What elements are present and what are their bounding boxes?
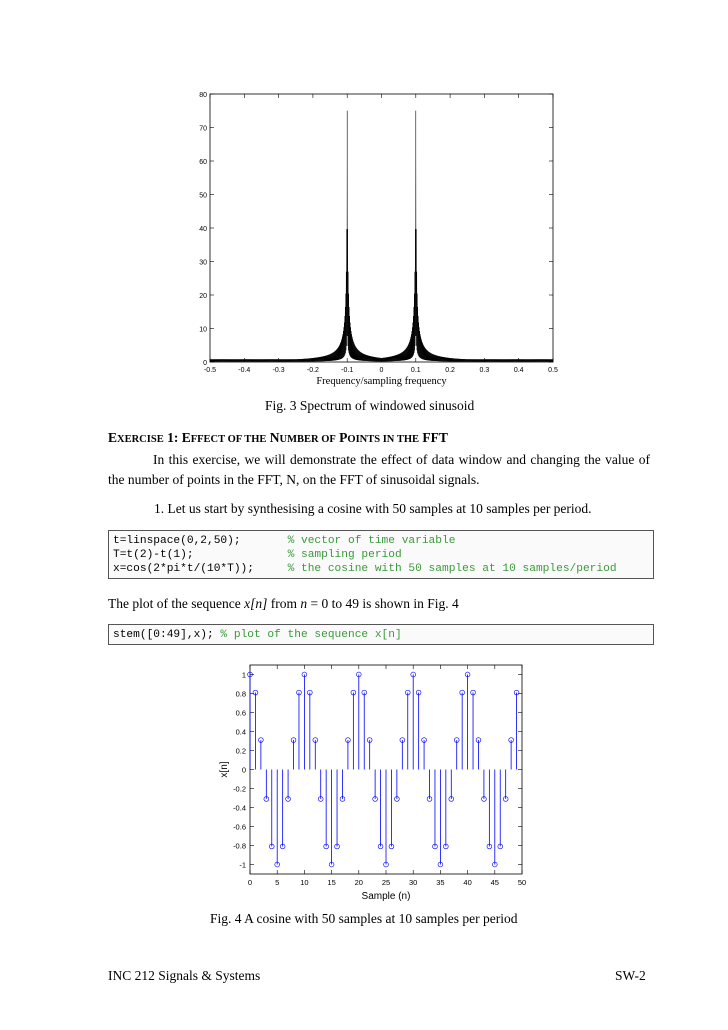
code-line <box>113 562 649 576</box>
plot-sentence-n: n <box>300 596 308 611</box>
y-tick-label: 60 <box>199 159 207 166</box>
x-axis-label: Sample (n) <box>361 891 411 902</box>
x-tick-label: 35 <box>436 878 445 887</box>
code-text: T=t(2)-t(1); <box>113 549 288 561</box>
y-axis-label: x[n] <box>219 761 230 778</box>
stem-chart <box>205 658 545 908</box>
x-tick-label: -0.1 <box>341 367 354 374</box>
footer-right: SW-2 <box>615 968 646 983</box>
x-tick-label: 0 <box>247 878 253 887</box>
y-tick-label: 50 <box>199 192 207 200</box>
plot-sentence-mid: from <box>267 596 301 611</box>
x-tick-label: -0.4 <box>238 367 251 374</box>
y-tick-label: 70 <box>199 125 207 133</box>
plot-sentence-var: x[n] <box>244 596 268 611</box>
heading-smallcaps: OINTS IN THE <box>347 434 420 445</box>
x-tick-label: 0 <box>379 367 384 374</box>
y-tick-label: -1 <box>239 860 246 870</box>
y-tick-label: 10 <box>199 326 207 334</box>
heading-cap: P <box>339 430 348 445</box>
x-tick-label: 0.3 <box>479 367 490 374</box>
code-comment: % plot of the sequence x[n] <box>220 629 402 641</box>
code-comment: % the cosine with 50 samples at 10 samples/period <box>287 563 617 575</box>
x-tick-label: 15 <box>327 878 336 887</box>
code-block-synthesis <box>108 530 654 579</box>
x-axis-label: Frequency/sampling frequency <box>316 376 447 387</box>
heading-smallcaps: XERCISE <box>117 434 164 445</box>
x-tick-label: 20 <box>354 878 363 887</box>
x-tick-label: 0.5 <box>548 367 558 374</box>
code-text: stem([0:49],x); <box>113 629 221 641</box>
y-tick-label: 0.4 <box>235 727 246 737</box>
x-tick-label: 10 <box>300 878 309 887</box>
x-tick-label: 50 <box>517 878 527 887</box>
plot-sentence-post: = 0 to 49 is shown in Fig. 4 <box>307 596 459 611</box>
x-tick-label: 0.2 <box>445 367 455 374</box>
heading-cap: N <box>269 430 280 445</box>
y-tick-label: 40 <box>199 226 207 233</box>
y-tick-label: 1 <box>241 670 246 680</box>
x-tick-label: 25 <box>381 878 391 887</box>
footer-left: INC 212 Signals & Systems <box>108 968 261 983</box>
code-line <box>113 628 649 642</box>
y-tick-label: -0.6 <box>233 822 246 832</box>
spectrum-chart <box>170 85 570 395</box>
plot-sentence-pre: The plot of the sequence <box>108 596 245 611</box>
y-tick-label: -0.8 <box>233 841 246 851</box>
exercise-intro: In this exercise, we will demonstrate the effect of data window and changing the value of the number of points in the FFT, N, on the FFT of sinusoidal signals. <box>108 452 650 487</box>
x-tick-label: -0.3 <box>272 367 285 374</box>
y-tick-label: 0.6 <box>235 708 246 718</box>
fig4-caption: Fig. 4 A cosine with 50 samples at 10 samples per period <box>210 911 518 926</box>
x-tick-label: 40 <box>463 878 472 887</box>
y-tick-label: 30 <box>199 259 207 267</box>
y-tick-label: -0.4 <box>233 803 246 813</box>
step-1: 1. Let us start by synthesising a cosine with 50 samples at 10 samples per period. <box>154 501 592 516</box>
code-line <box>113 548 649 562</box>
code-text: x=cos(2*pi*t/(10*T)); <box>113 563 288 575</box>
code-block-stem <box>108 624 654 645</box>
y-tick-label: -0.2 <box>233 784 246 794</box>
y-tick-label: 20 <box>199 293 207 300</box>
x-tick-label: 0.4 <box>513 367 524 374</box>
plot-frame <box>210 94 553 362</box>
y-tick-label: 0 <box>203 360 207 367</box>
y-tick-label: 80 <box>199 92 207 99</box>
code-comment: % sampling period <box>287 549 402 561</box>
heading-smallcaps: UMBER OF <box>279 434 336 445</box>
code-comment: % vector of time variable <box>287 535 456 547</box>
exercise-heading <box>108 430 448 446</box>
x-tick-label: -0.2 <box>306 367 319 374</box>
x-tick-label: 5 <box>275 878 280 887</box>
code-text: t=linspace(0,2,50); <box>113 535 288 547</box>
y-tick-label: 0.8 <box>235 689 246 699</box>
y-tick-label: 0 <box>241 765 246 775</box>
x-tick-label: 30 <box>409 878 418 887</box>
x-tick-label: -0.5 <box>203 367 217 374</box>
fig3-caption: Fig. 3 Spectrum of windowed sinusoid <box>265 398 475 413</box>
heading-cap: E <box>108 430 118 445</box>
heading-smallcaps: FFECT OF THE <box>190 434 267 445</box>
code-line <box>113 534 649 548</box>
plot-sentence <box>108 594 650 614</box>
heading-cap: E <box>181 430 191 445</box>
heading-text: 1: <box>163 430 182 445</box>
heading-text: FFT <box>419 430 448 445</box>
x-tick-label: 0.1 <box>410 367 421 374</box>
x-tick-label: 45 <box>490 878 499 887</box>
y-tick-label: 0.2 <box>235 746 246 756</box>
